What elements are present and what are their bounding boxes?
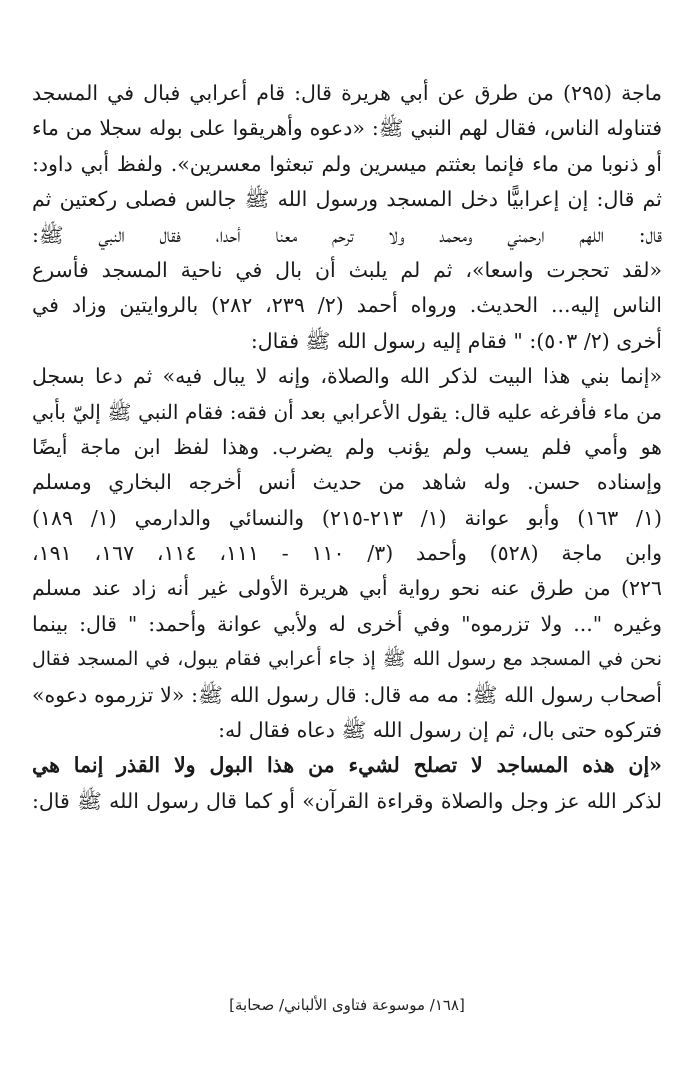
text-line-19: فتركوه حتى بال، ثم إن رسول الله ﷺ دعاه فقال له: [218, 718, 662, 743]
text-line-5: قال: اللهم ارحمني ومحمد ولا ترحم معنا أحدا، فقال النبي ﷺ: [32, 222, 662, 247]
page-footer: [١٦٨/ موسوعة فتاوى الألباني/ صحابة] [229, 996, 465, 1014]
text-line-9: «إنما بني هذا البيت لذكر الله والصلاة، وإنه لا يبال فيه» ثم دعا بسجل [32, 364, 662, 389]
text-line-15: ٢٢٦) من طرق عنه نحو رواية أبي هريرة الأولى غير أنه زاد عند مسلم [32, 576, 662, 601]
text-line-4: ثم قال: إن إعرابيًّا دخل المسجد ورسول الله ﷺ جالس فصلى ركعتين ثم [32, 187, 662, 212]
text-line-18: أصحاب رسول الله ﷺ: مه مه قال: قال رسول الله ﷺ: «لا تزرموه دعوه» [32, 682, 662, 707]
text-line-10: من ماء فأفرغه عليه قال: يقول الأعرابي بعد أن فقه: فقام النبي ﷺ إليّ بأبي [32, 399, 662, 424]
text-line-11: هو وأمي فلم يسب ولم يؤنب ولم يضرب. وهذا لفظ ابن ماجة أيضًا [32, 434, 662, 459]
text-line-16: وغيره "... ولا تزرموه" وفي أخرى له ولأبي عوانة وأحمد: " قال: بينما [32, 611, 662, 636]
text-line-1: ماجة (٢٩٥) من طرق عن أبي هريرة قال: قام أعرابي فبال في المسجد [32, 81, 662, 105]
text-line-21: لذكر الله عز وجل والصلاة وقراءة القرآن» أو كما قال رسول الله ﷺ قال: [32, 788, 662, 813]
text-line-2: فتناوله الناس، فقال لهم النبي ﷺ: «دعوه وأهريقوا على بوله سجلا من ماء [32, 116, 662, 141]
text-line-14: وابن ماجة (٥٢٨) وأحمد (٣/ ١١٠ - ١١١، ١١٤، ١٦٧، ١٩١، [32, 541, 662, 566]
text-line-8: أخرى (٢/ ٥٠٣): " فقام إليه رسول الله ﷺ فقال: [250, 328, 662, 353]
text-line-13: (١/ ١٦٣) وأبو عوانة (١/ ٢١٣-٢١٥) والنسائي والدارمي (١/ ١٨٩) [32, 505, 662, 530]
text-line-20: «إن هذه المساجد لا تصلح لشيء من هذا البول ولا القذر إنما هي [32, 753, 662, 778]
text-line-3: أو ذنوبا من ماء فإنما بعثتم ميسرين ولم تبعثوا معسرين». ولفظ أبي داود: [32, 151, 662, 176]
text-line-6: «لقد تحجرت واسعا»، ثم لم يلبث أن بال في ناحية المسجد فأسرع [32, 257, 662, 282]
body-text [32, 76, 662, 819]
text-line-17: نحن في المسجد مع رسول الله ﷺ إذ جاء أعرابي فقام يبول، في المسجد فقال [32, 648, 662, 671]
text-line-12: وإسناده حسن. وله شاهد من حديث أنس أخرجه البخاري ومسلم [32, 470, 662, 495]
text-line-7: الناس إليه... الحديث. ورواه أحمد (٢/ ٢٣٩، ٢٨٢) بالروايتين وزاد في [32, 293, 662, 318]
